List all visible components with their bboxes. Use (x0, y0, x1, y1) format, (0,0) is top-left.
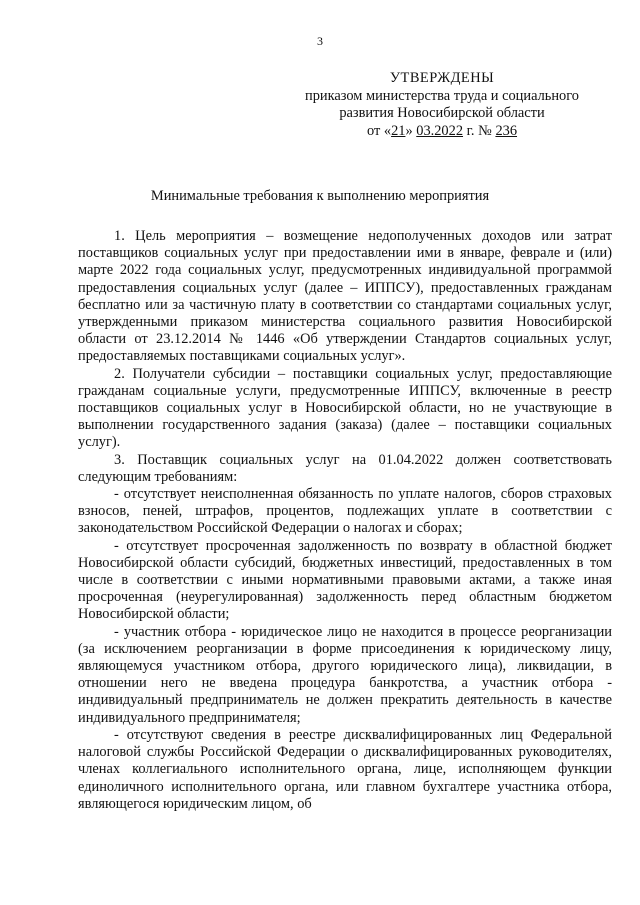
requirement-item: - отсутствует просроченная задолженность по возврату в областной бюджет Новосибирской области субсидий, бюджетных инвестиций, предоставленных в том числе в соответствии с иными нормативными правовыми актами, а также иная просроченная (неурегулированная) задолженность перед областным бюджетом Новосибирской области; (78, 537, 612, 623)
paragraph-2-recipients: 2. Получатели субсидии – поставщики социальных услуг, предоставляющие гражданам социальные услуги, предусмотренные ИППСУ, включенные в реестр поставщиков социальных услуг в Новосибирской области, но не участвующие в выполнении государственного задания (заказа) (далее – поставщики социальных услуг). (78, 365, 612, 451)
approval-line-2: развития Новосибирской области (339, 105, 545, 121)
requirement-item: - отсутствует неисполненная обязанность по уплате налогов, сборов страховых взносов, пеней, штрафов, процентов, подлежащих уплате в соответствии с законодательством Российской Федерации о налогах и сборах; (78, 486, 612, 537)
date-prefix: от « (366, 122, 392, 139)
order-number: 236 (495, 122, 518, 139)
requirement-item: - отсутствуют сведения в реестре дисквалифицированных лиц Федеральной налоговой службы Российской Федерации о дисквалифицированных руководителях, членах коллегиального исполнительного органа, лице, исполняющем функции единоличного исполнительного органа, или главном бухгалтере участника отбора, являющегося юридическим лицом, об (78, 726, 612, 812)
paragraph-3-requirements: 3. Поставщик социальных услуг на 01.04.2022 должен соответствовать следующим требованиям: (78, 451, 612, 485)
date-mid: » (405, 122, 417, 139)
page-number: 3 (317, 34, 323, 48)
approval-block (292, 70, 592, 140)
approval-title: УТВЕРЖДЕНЫ (389, 70, 495, 86)
date-day: 21 (391, 122, 406, 139)
approval-date-line (292, 123, 592, 141)
approval-line-1: приказом министерства труда и социального (305, 87, 579, 104)
date-suffix: г. № (463, 122, 496, 139)
date-month-year: 03.2022 (416, 122, 464, 139)
requirement-item: - участник отбора - юридическое лицо не находится в процессе реорганизации (за исключением реорганизации в форме присоединения к юридическому лицу, являющемуся участником отбора, другого юридического лица), ликвидации, в отношении него не введена процедура банкротства, а участник отбора - индивидуальный предприниматель не должен прекратить деятельность в качестве индивидуального предпринимателя; (78, 623, 612, 726)
document-title: Минимальные требования к выполнению мероприятия (150, 188, 490, 204)
paragraph-1-purpose: 1. Цель мероприятия – возмещение недополученных доходов или затрат поставщиков социальных услуг при предоставлении ими в январе, феврале и (или) марте 2022 года социальных услуг, предусмотренных индивидуальной программой предоставления социальных услуг (далее – ИППСУ), предоставленных гражданам бесплатно или за частичную плату в соответствии со стандартами социальных услуг, утвержденными приказом министерства социального развития Новосибирской области от 23.12.2014 № 1446 «Об утверждении Стандартов социальных услуг, предоставляемых поставщиками социальных услуг». (78, 228, 612, 365)
document-body (78, 228, 612, 813)
